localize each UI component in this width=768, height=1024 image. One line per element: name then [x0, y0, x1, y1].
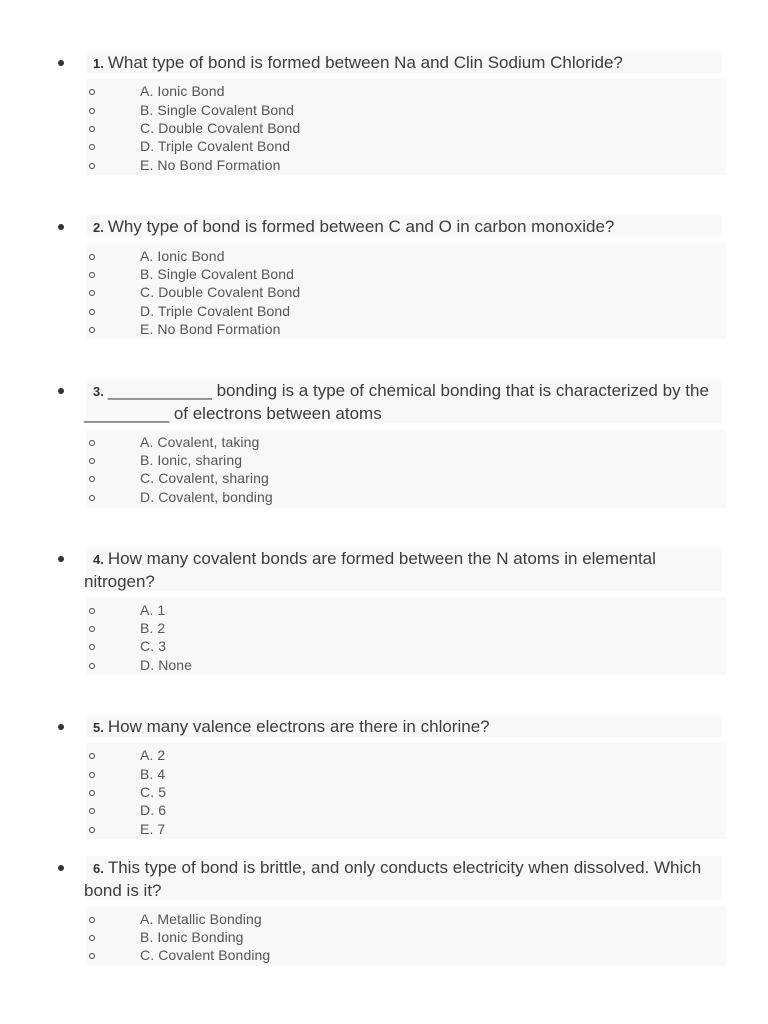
- option-item[interactable]: [0, 247, 768, 265]
- option-label: C. Double Covalent Bond: [140, 284, 301, 300]
- question-prompt: How many covalent bonds are formed between the N atoms in elemental nitrogen?: [84, 549, 656, 591]
- bullet-icon: [58, 388, 64, 394]
- option-label: B. Single Covalent Bond: [140, 266, 295, 282]
- circle-bullet-icon: [89, 476, 95, 482]
- question-text: [84, 380, 712, 425]
- circle-bullet-icon: [89, 790, 95, 796]
- option-item[interactable]: [0, 265, 768, 283]
- option-label: B. Single Covalent Bond: [140, 102, 295, 118]
- question-text: [84, 216, 712, 239]
- option-item[interactable]: [0, 765, 768, 783]
- circle-bullet-icon: [89, 626, 95, 632]
- option-item[interactable]: [0, 637, 768, 655]
- question-prompt: What type of bond is formed between Na and Clin Sodium Chloride?: [107, 53, 623, 72]
- circle-bullet-icon: [89, 644, 95, 650]
- circle-bullet-icon: [89, 254, 95, 260]
- bullet-icon: [58, 60, 64, 66]
- option-item[interactable]: [0, 488, 768, 506]
- question-prompt: This type of bond is brittle, and only conducts electricity when dissolved. Which bond is it?: [84, 858, 702, 900]
- option-label: C. Covalent, sharing: [140, 470, 269, 486]
- option-label: B. 4: [140, 766, 166, 782]
- question-number: 1.: [93, 56, 104, 71]
- option-label: E. No Bond Formation: [140, 321, 281, 337]
- option-item[interactable]: [0, 137, 768, 155]
- option-label: A. 2: [140, 747, 166, 763]
- question-number: 2.: [93, 220, 104, 235]
- circle-bullet-icon: [89, 917, 95, 923]
- circle-bullet-icon: [89, 108, 95, 114]
- option-item[interactable]: [0, 302, 768, 320]
- question-text: [84, 52, 712, 75]
- circle-bullet-icon: [89, 772, 95, 778]
- option-label: D. Triple Covalent Bond: [140, 138, 291, 154]
- circle-bullet-icon: [89, 935, 95, 941]
- option-item[interactable]: [0, 820, 768, 838]
- option-label: A. Ionic Bond: [140, 248, 225, 264]
- option-item[interactable]: [0, 746, 768, 764]
- option-item[interactable]: [0, 619, 768, 637]
- circle-bullet-icon: [89, 753, 95, 759]
- option-label: C. Double Covalent Bond: [140, 120, 301, 136]
- option-label: B. Ionic, sharing: [140, 452, 243, 468]
- option-label: D. 6: [140, 802, 167, 818]
- option-item[interactable]: [0, 601, 768, 619]
- option-label: D. None: [140, 657, 193, 673]
- option-label: A. 1: [140, 602, 166, 618]
- option-label: D. Triple Covalent Bond: [140, 303, 291, 319]
- circle-bullet-icon: [89, 327, 95, 333]
- question-prompt: Why type of bond is formed between C and O in carbon monoxide?: [107, 217, 615, 236]
- circle-bullet-icon: [89, 126, 95, 132]
- option-item[interactable]: [0, 469, 768, 487]
- question-number: 4.: [93, 552, 104, 567]
- bullet-icon: [58, 865, 64, 871]
- option-item[interactable]: [0, 451, 768, 469]
- option-item[interactable]: [0, 783, 768, 801]
- question-text: [84, 716, 712, 739]
- option-label: B. 2: [140, 620, 166, 636]
- option-label: D. Covalent, bonding: [140, 489, 273, 505]
- bullet-icon: [58, 556, 64, 562]
- circle-bullet-icon: [89, 309, 95, 315]
- circle-bullet-icon: [89, 440, 95, 446]
- option-label: A. Ionic Bond: [140, 83, 225, 99]
- question-number: 3.: [93, 384, 104, 399]
- option-label: C. 5: [140, 784, 167, 800]
- option-item[interactable]: [0, 82, 768, 100]
- circle-bullet-icon: [89, 608, 95, 614]
- option-label: C. Covalent Bonding: [140, 947, 271, 963]
- option-item[interactable]: [0, 119, 768, 137]
- option-item[interactable]: [0, 320, 768, 338]
- option-item[interactable]: [0, 946, 768, 964]
- question-text: [84, 548, 712, 593]
- option-item[interactable]: [0, 101, 768, 119]
- bullet-icon: [58, 724, 64, 730]
- question-text: [84, 857, 712, 902]
- circle-bullet-icon: [89, 808, 95, 814]
- option-label: C. 3: [140, 638, 167, 654]
- circle-bullet-icon: [89, 290, 95, 296]
- option-item[interactable]: [0, 801, 768, 819]
- option-item[interactable]: [0, 656, 768, 674]
- option-label: A. Metallic Bonding: [140, 911, 262, 927]
- option-label: B. Ionic Bonding: [140, 929, 244, 945]
- option-item[interactable]: [0, 283, 768, 301]
- circle-bullet-icon: [89, 144, 95, 150]
- question-number: 6.: [93, 861, 104, 876]
- option-item[interactable]: [0, 156, 768, 174]
- bullet-icon: [58, 224, 64, 230]
- circle-bullet-icon: [89, 827, 95, 833]
- question-prompt: How many valence electrons are there in chlorine?: [107, 717, 490, 736]
- circle-bullet-icon: [89, 663, 95, 669]
- circle-bullet-icon: [89, 495, 95, 501]
- option-item[interactable]: [0, 910, 768, 928]
- circle-bullet-icon: [89, 163, 95, 169]
- circle-bullet-icon: [89, 953, 95, 959]
- option-item[interactable]: [0, 433, 768, 451]
- circle-bullet-icon: [89, 458, 95, 464]
- question-number: 5.: [93, 720, 104, 735]
- option-item[interactable]: [0, 928, 768, 946]
- circle-bullet-icon: [89, 89, 95, 95]
- option-label: E. No Bond Formation: [140, 157, 281, 173]
- option-label: E. 7: [140, 821, 166, 837]
- circle-bullet-icon: [89, 272, 95, 278]
- option-label: A. Covalent, taking: [140, 434, 260, 450]
- question-prompt: ___________ bonding is a type of chemical bonding that is characterized by the _________ of electrons between atoms: [84, 381, 709, 423]
